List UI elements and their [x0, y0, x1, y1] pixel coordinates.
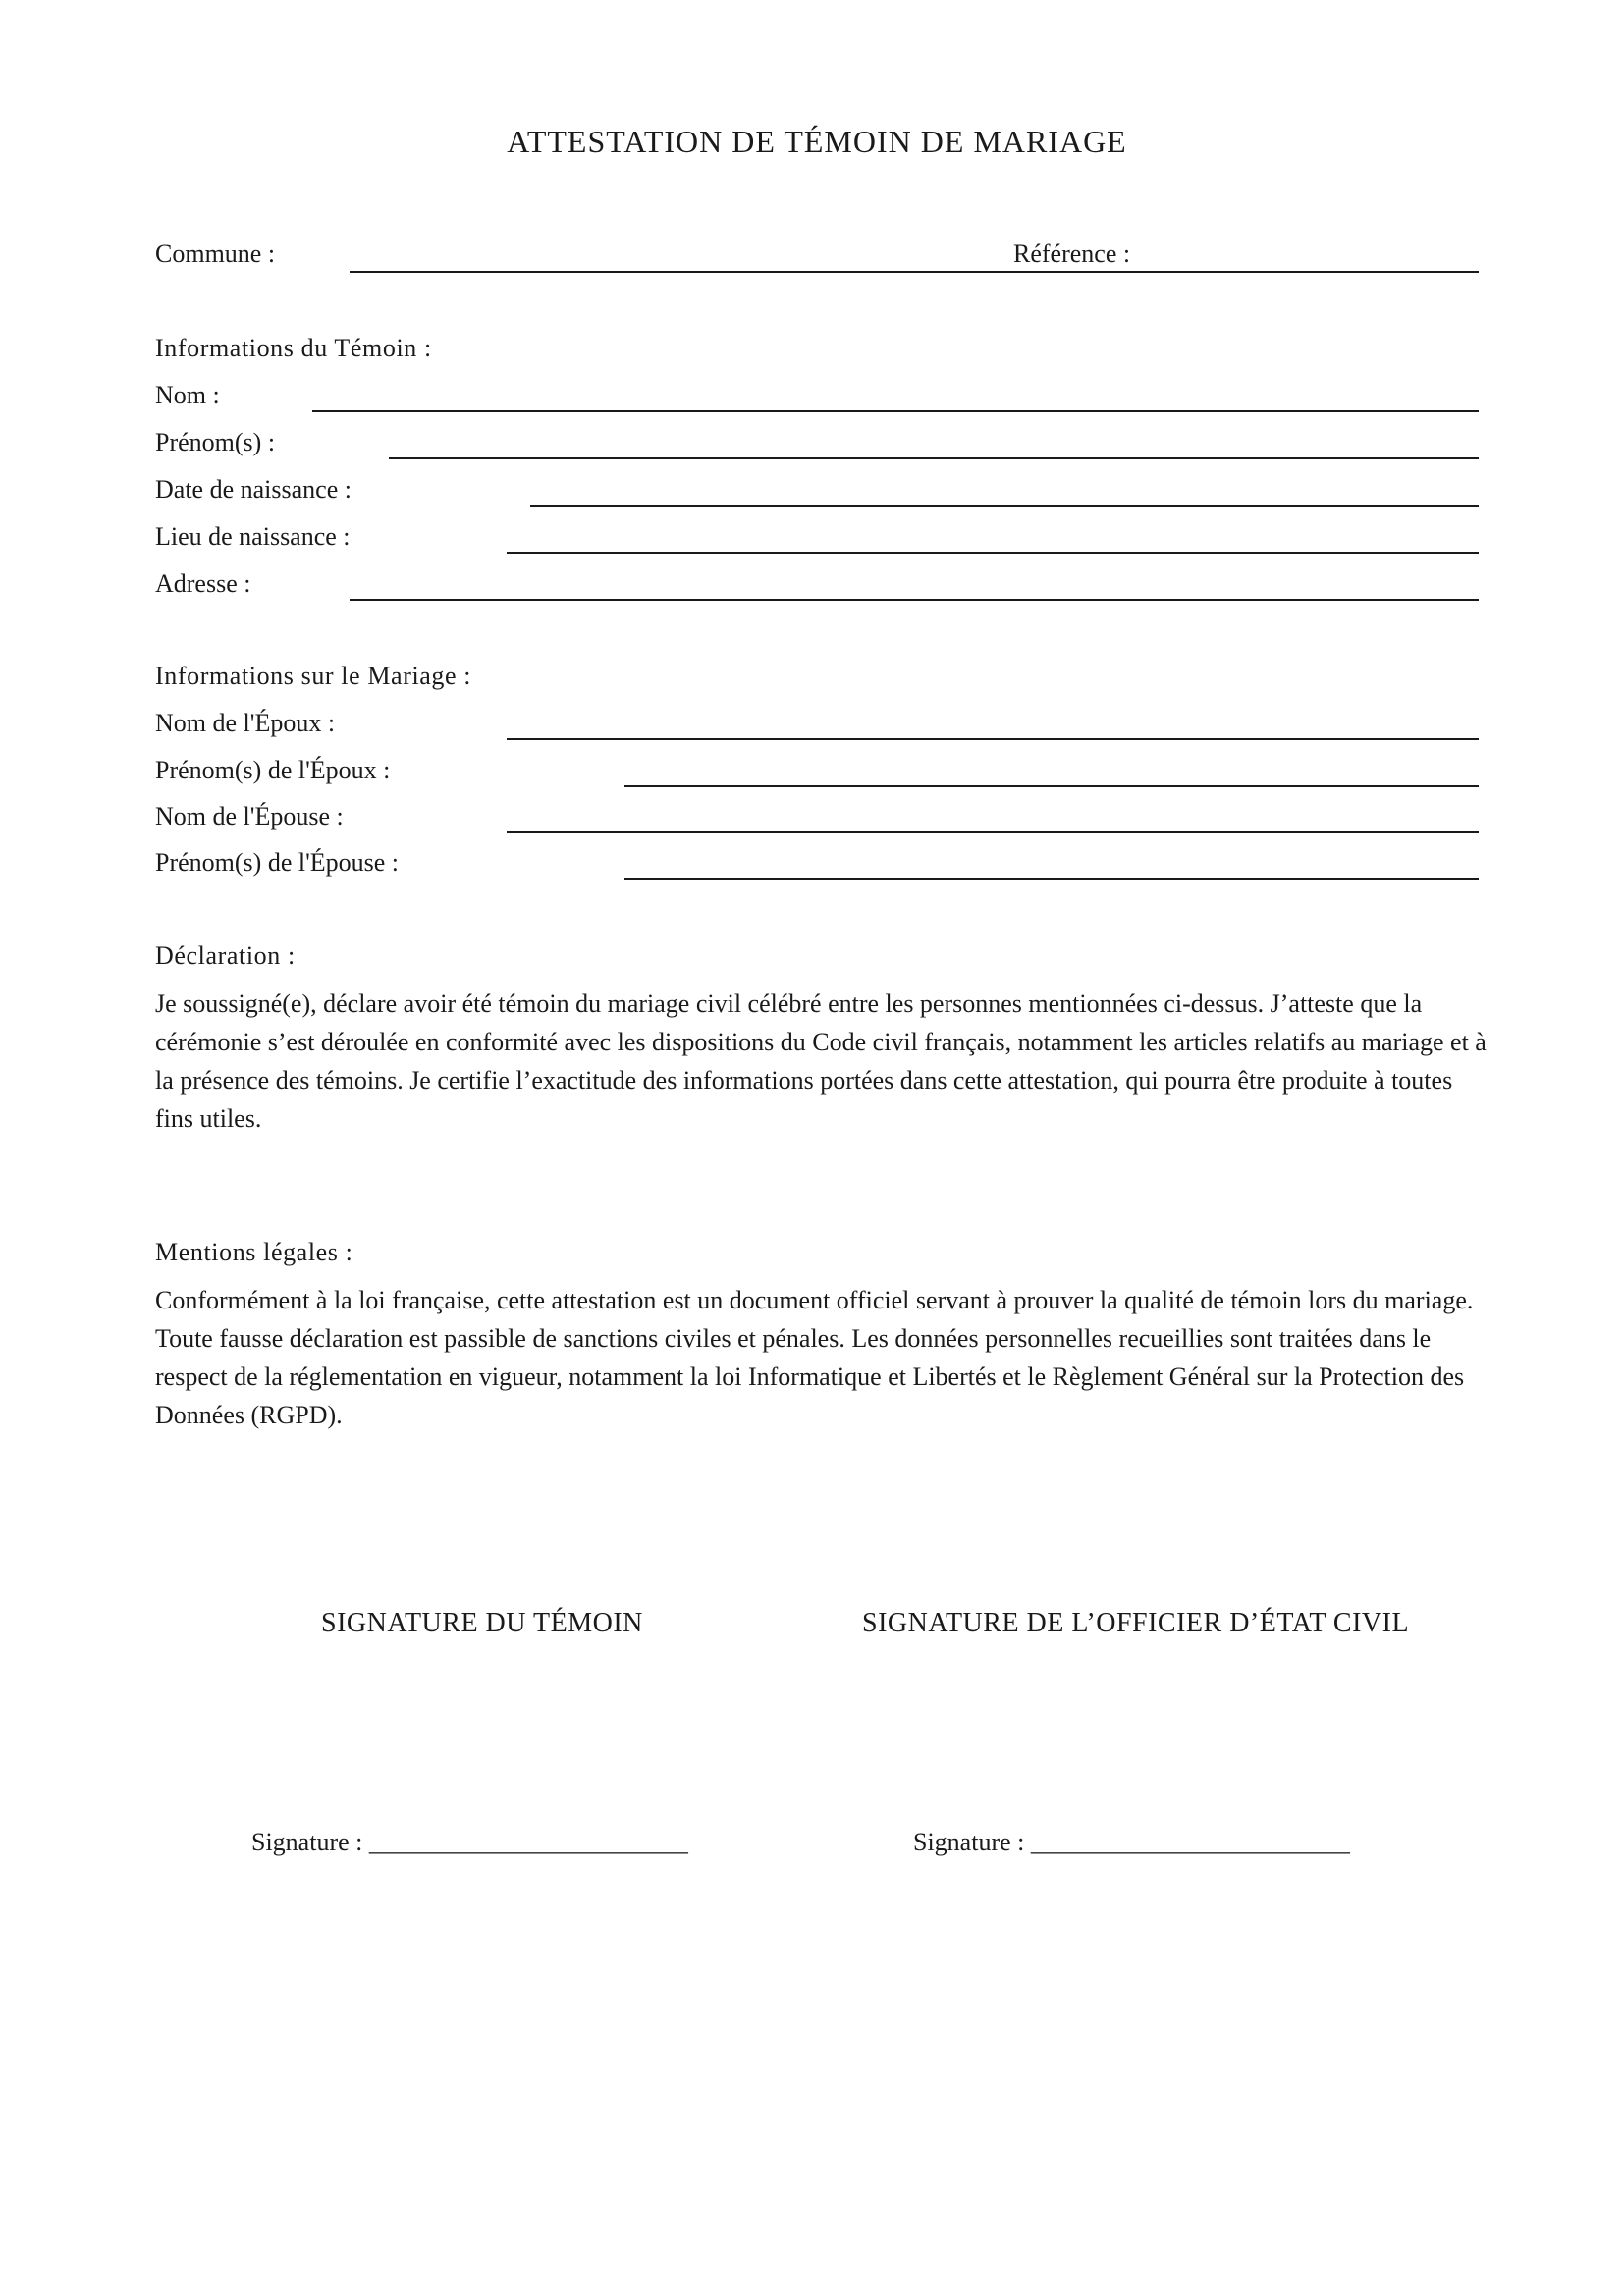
- groom-name-field[interactable]: [507, 738, 1479, 740]
- bride-firstname-field[interactable]: [624, 878, 1479, 880]
- witness-name-field[interactable]: [312, 410, 1479, 412]
- witness-signature-field[interactable]: Signature : _________________________: [251, 1828, 688, 1856]
- officer-signature-field[interactable]: Signature : _________________________: [913, 1828, 1350, 1856]
- legal-text: Conformément à la loi française, cette attestation est un document officiel servant à prouver la qualité de témoin lors du mariage. Toute fausse déclaration est passible de sanctions civiles et pénales. Les données personnelles recueillies sont traitées dans le respect de la réglementation en vigueur, notamment la loi Informatique et Libertés et le Règlement Général sur la Protection des Données (RGPD).: [155, 1286, 1474, 1429]
- commune-field[interactable]: [350, 271, 1479, 273]
- witness-address-field[interactable]: [350, 599, 1479, 601]
- declaration-text: Je soussigné(e), déclare avoir été témoin du mariage civil célébré entre les personnes mentionnées ci-dessus. J’atteste que la cérémonie s’est déroulée en conformité avec les dispositions du Code civil français, notamment les articles relatifs au mariage et à la présence des témoins. Je certifie l’exactitude des informations portées dans cette attestation, qui pourra être produite à toutes fins utiles.: [155, 989, 1487, 1133]
- witness-address-label: Adresse :: [155, 569, 251, 598]
- commune-label: Commune :: [155, 240, 276, 268]
- witness-birthplace-label: Lieu de naissance :: [155, 522, 351, 551]
- bride-name-label: Nom de l'Épouse :: [155, 802, 344, 830]
- witness-firstname-label: Prénom(s) :: [155, 428, 276, 456]
- witness-birthdate-field[interactable]: [530, 505, 1479, 507]
- witness-birthdate-label: Date de naissance :: [155, 475, 352, 504]
- document-title: ATTESTATION DE TÉMOIN DE MARIAGE: [507, 124, 1127, 159]
- legal-heading: Mentions légales :: [155, 1238, 353, 1266]
- marriage-section-heading: Informations sur le Mariage :: [155, 662, 472, 690]
- reference-label: Référence :: [1013, 240, 1131, 268]
- bride-firstname-label: Prénom(s) de l'Épouse :: [155, 848, 400, 877]
- bride-name-field[interactable]: [507, 831, 1479, 833]
- officer-signature-heading: SIGNATURE DE L’OFFICIER D’ÉTAT CIVIL: [862, 1608, 1410, 1638]
- witness-firstname-field[interactable]: [389, 457, 1479, 459]
- groom-firstname-label: Prénom(s) de l'Époux :: [155, 756, 391, 784]
- witness-birthplace-field[interactable]: [507, 552, 1479, 554]
- groom-firstname-field[interactable]: [624, 785, 1479, 787]
- groom-name-label: Nom de l'Époux :: [155, 709, 336, 737]
- witness-signature-heading: SIGNATURE DU TÉMOIN: [321, 1608, 643, 1638]
- declaration-heading: Déclaration :: [155, 941, 296, 970]
- witness-section-heading: Informations du Témoin :: [155, 334, 432, 362]
- witness-name-label: Nom :: [155, 381, 220, 409]
